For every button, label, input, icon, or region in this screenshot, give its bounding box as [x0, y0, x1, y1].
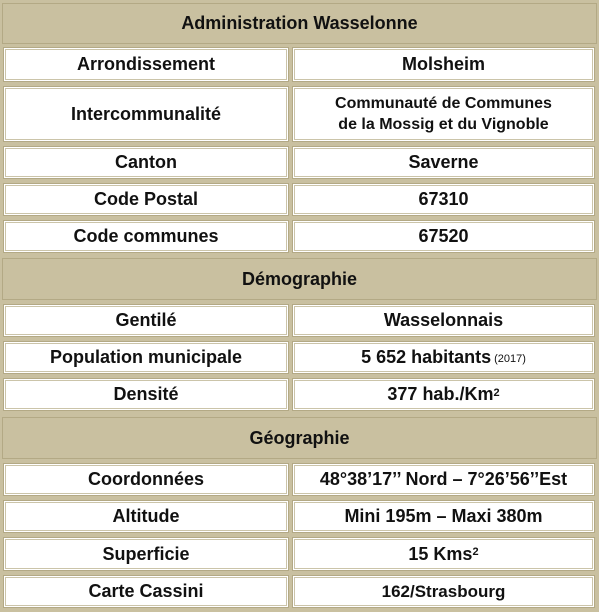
- value-cell: [292, 463, 595, 496]
- value-cell: [292, 220, 595, 253]
- section-title: Démographie: [241, 268, 358, 289]
- row-label: Altitude: [112, 506, 180, 526]
- row-label: Arrondissement: [76, 54, 216, 74]
- label-cell: [3, 304, 289, 337]
- row-label: Intercommunalité: [70, 103, 222, 124]
- label-cell: [3, 220, 289, 253]
- value-cell: 15 Kms $^2$: [292, 537, 595, 571]
- label-cell: [3, 463, 289, 496]
- label-cell: [3, 378, 289, 411]
- row-label: Code Postal: [93, 189, 199, 209]
- row-value: Saverne: [408, 152, 479, 172]
- value-cell: [292, 500, 595, 533]
- row-value: 67310: [418, 189, 469, 209]
- row-value: 67520: [418, 226, 469, 246]
- row-value: Wasselonnais: [383, 310, 504, 330]
- row-label: Code communes: [73, 226, 219, 246]
- label-cell: [3, 500, 289, 533]
- row-label: Superficie: [102, 543, 190, 564]
- section-title: Géographie: [249, 427, 350, 448]
- value-cell: [292, 304, 595, 337]
- row-label: Canton: [115, 152, 177, 172]
- row-value: 162/Strasbourg: [381, 582, 506, 601]
- section-header-administration: [2, 3, 597, 44]
- row-label: Population municipale: [49, 347, 242, 367]
- value-cell: 377 hab./Km $^2$: [292, 378, 595, 411]
- row-value: 377 hab./Km: [387, 384, 494, 404]
- label-cell: [3, 47, 289, 82]
- section-header-demographie: [2, 258, 597, 300]
- row-value-line1: Communauté de Communes: [335, 95, 552, 112]
- label-cell: [3, 341, 289, 374]
- value-cell: [292, 146, 595, 179]
- value-cell: [292, 86, 595, 142]
- label-cell: [3, 146, 289, 179]
- row-value: Mini 195m – Maxi 380m: [344, 506, 543, 526]
- row-label: Densité: [113, 384, 179, 404]
- value-cell: [292, 183, 595, 216]
- value-cell: [292, 341, 595, 374]
- row-value: 5 652 habitants: [361, 347, 492, 367]
- row-label: Gentilé: [115, 310, 177, 330]
- row-value: 15 Kms: [408, 543, 473, 564]
- row-value: 48°38’17’’ Nord – 7°26’56’’Est: [319, 469, 568, 489]
- label-cell: [3, 537, 289, 571]
- label-cell: [3, 86, 289, 142]
- row-value-line2: de la Mossig et du Vignoble: [338, 116, 549, 133]
- value-cell: [292, 575, 595, 608]
- section-header-geographie: [2, 417, 597, 459]
- row-label: Carte Cassini: [88, 581, 204, 601]
- row-label: Coordonnées: [87, 469, 204, 489]
- label-cell: [3, 575, 289, 608]
- row-note: (2017): [494, 353, 526, 365]
- section-title: Administration Wasselonne: [181, 13, 418, 33]
- label-cell: [3, 183, 289, 216]
- row-value: Molsheim: [401, 54, 485, 74]
- value-cell: [292, 47, 595, 82]
